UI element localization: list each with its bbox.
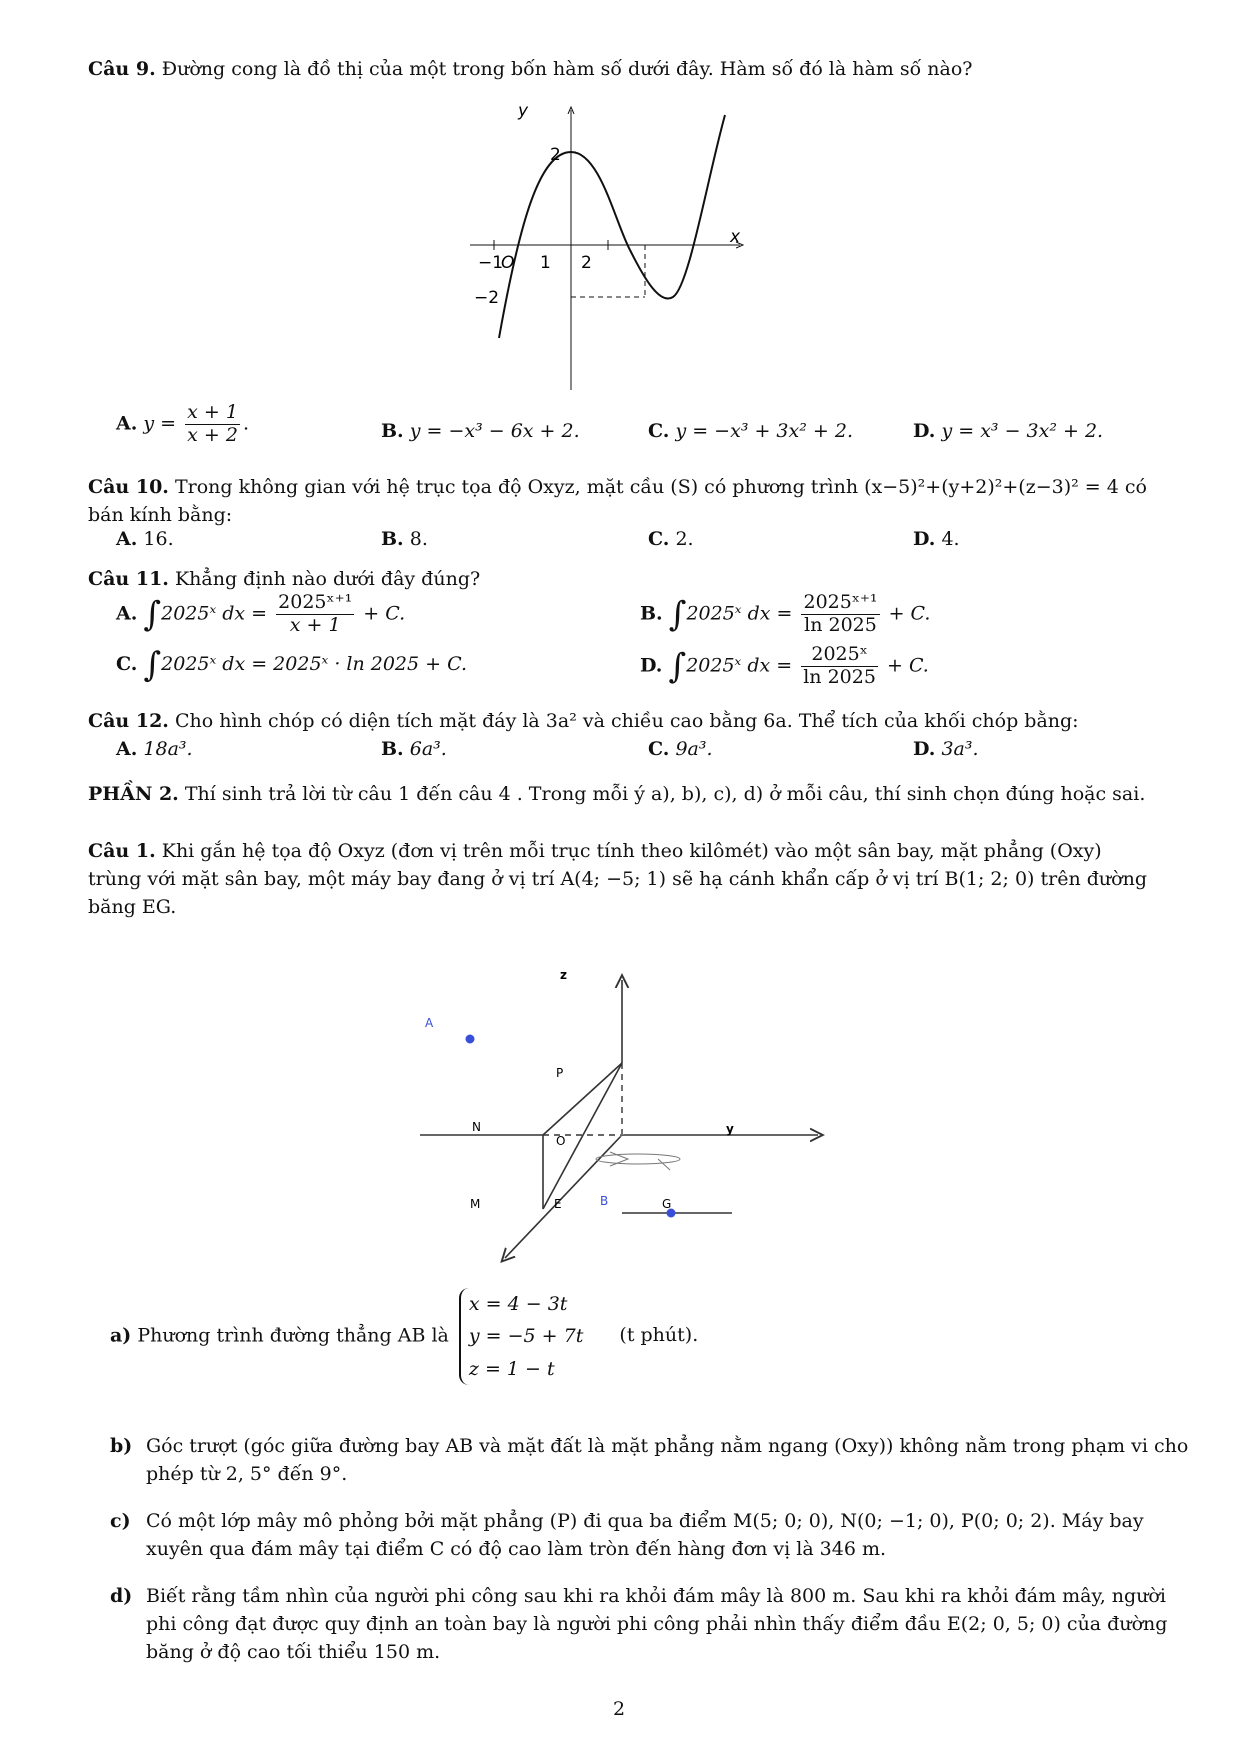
option-text: y = −x³ + 3x² + 2. — [675, 420, 853, 442]
label-B: B — [600, 1194, 609, 1208]
fraction — [801, 644, 878, 689]
denominator: x + 1 — [289, 613, 341, 636]
fraction — [801, 592, 879, 637]
tick-x-neg1: −1 — [478, 253, 504, 273]
tick-y-neg2: −2 — [474, 288, 500, 308]
part2-question-1 — [88, 837, 1153, 921]
numerator: 2025ˣ⁺¹ — [278, 591, 353, 613]
label-E: E — [554, 1197, 562, 1211]
part-2-header — [88, 780, 1153, 808]
tick-x-1: 1 — [540, 253, 551, 273]
denominator: ln 2025 — [804, 613, 877, 636]
question-12 — [88, 710, 1079, 732]
option-lhs: 2025ˣ dx = — [161, 602, 268, 625]
option-text: y = −x³ − 6x + 2. — [409, 420, 580, 442]
part-instructions: Thí sinh trả lời từ câu 1 đến câu 4 . Trong mỗi ý a), b), c), d) ở mỗi câu, thí sinh chọn đúng hoặc sai. — [184, 783, 1146, 805]
option-text: 8. — [409, 528, 428, 550]
statement-label: b) — [110, 1435, 133, 1457]
question-10 — [88, 473, 1153, 529]
option-c: C. ∫2025ˣ dx = 2025ˣ · ln 2025 + C. — [116, 645, 468, 685]
label-M: M — [470, 1197, 481, 1211]
curve — [499, 115, 725, 338]
option-b: B. y = −x³ − 6x + 2. — [381, 420, 580, 442]
fraction — [276, 592, 354, 637]
option-lhs: y = — [143, 412, 177, 435]
x-axis-label: x — [730, 227, 741, 247]
denominator: ln 2025 — [803, 665, 876, 688]
tick-y-2: 2 — [550, 145, 561, 165]
statement-b — [110, 1432, 1191, 1488]
question-label: Câu 12. — [88, 710, 169, 732]
page-number: 2 — [613, 1698, 626, 1720]
option-b: B. ∫2025ˣ dx = $\frac{\text{2025ˣ⁺¹}}{\ln 2025}$ + C. — [640, 591, 931, 636]
question-11 — [88, 568, 480, 590]
statement-text: Biết rằng tầm nhìn của người phi công sau khi ra khỏi đám mây là 800 m. Sau khi ra khỏi đám mây, người phi công đạt được quy định an toàn bay là người phi công phải nhìn thấy điểm đầu E(2; 0, 5; 0) của đường băng ở độ cao tối thiểu 150 m. — [146, 1585, 1168, 1663]
option-lhs: 2025ˣ dx = — [686, 654, 793, 677]
label-A: A — [425, 1016, 434, 1030]
statement-label: c) — [110, 1510, 131, 1532]
equation-x: x = 4 − 3t — [468, 1293, 568, 1315]
point-A — [466, 1035, 475, 1044]
option-text: 2. — [675, 528, 694, 550]
option-lhs: 2025ˣ dx = — [686, 602, 793, 625]
question-label: Câu 10. — [88, 476, 169, 498]
option-b: B. 8. — [381, 528, 428, 550]
denominator: x + 2 — [187, 423, 238, 446]
option-text: 18a³. — [143, 738, 193, 760]
question-text: Trong không gian với hệ trục tọa độ Oxyz, mặt cầu (S) có phương trình (x−5)²+(y+2)²+(z−3)² = 4 có bán kính bằng: — [88, 476, 1147, 526]
option-d: D. y = x³ − 3x² + 2. — [913, 420, 1104, 442]
function-graph — [470, 100, 770, 400]
statement-text: Góc trượt (góc giữa đường bay AB và mặt đất là mặt phẳng nằm ngang (Oxy)) không nằm trong phạm vi cho phép từ 2, 5° đến 9°. — [146, 1435, 1189, 1485]
question-9 — [88, 58, 972, 80]
integral-sign: ∫ — [668, 594, 687, 635]
airport-3d-figure — [400, 965, 840, 1265]
option-a — [116, 402, 249, 447]
fraction — [185, 402, 240, 447]
option-b: B. 6a³. — [381, 738, 447, 760]
question-text: Khi gắn hệ tọa độ Oxyz (đơn vị trên mỗi trục tính theo kilômét) vào một sân bay, mặt phẳng (Oxy) trùng với mặt sân bay, một máy bay đang ở vị trí A(4; −5; 1) sẽ hạ cánh khẩn cấp ở vị trí B(1; 2; 0) trên đường băng EG. — [88, 840, 1147, 918]
statement-d — [110, 1582, 1191, 1666]
statement-text: Có một lớp mây mô phỏng bởi mặt phẳng (P) đi qua ba điểm M(5; 0; 0), N(0; −1; 0), P(0; 0; 2). Máy bay xuyên qua đám mây tại điểm C có độ cao làm tròn đến hàng đơn vị là 346 m. — [146, 1510, 1144, 1560]
label-P: P — [556, 1066, 564, 1080]
label-O: O — [556, 1134, 566, 1148]
option-tail: + C. — [363, 602, 406, 625]
statement-text: Phương trình đường thẳng AB là — [137, 1324, 449, 1347]
option-text: 9a³. — [675, 738, 713, 760]
statement-label: d) — [110, 1585, 133, 1607]
question-label: Câu 9. — [88, 58, 156, 80]
numerator: 2025ˣ — [811, 643, 868, 665]
numerator: 2025ˣ⁺¹ — [803, 591, 878, 613]
option-label: A. — [116, 412, 138, 435]
z-axis-label: z — [560, 968, 567, 982]
equation-system — [459, 1288, 583, 1385]
option-d: D. 3a³. — [913, 738, 979, 760]
integral-sign: ∫ — [143, 645, 162, 685]
y-axis-label: y — [518, 101, 529, 121]
option-text: 4. — [941, 528, 960, 550]
tick-x-2: 2 — [581, 253, 592, 273]
airplane-icon — [596, 1152, 680, 1170]
segment-NP — [543, 1063, 622, 1135]
question-text: Khẳng định nào dưới đây đúng? — [174, 568, 481, 590]
option-tail: + C. — [888, 602, 931, 625]
label-N: N — [472, 1120, 481, 1134]
option-text: 16. — [143, 528, 174, 550]
option-d: D. ∫2025ˣ dx = $\frac{\text{2025ˣ}}{\ln 2025}$ + C. — [640, 643, 929, 688]
option-c: C. 2. — [648, 528, 694, 550]
option-tail: + C. — [886, 654, 929, 677]
equation-y: y = −5 + 7t — [468, 1325, 584, 1348]
option-text: 2025ˣ dx = 2025ˣ · ln 2025 + C. — [161, 653, 468, 675]
question-label: Câu 11. — [88, 568, 169, 590]
option-text: 6a³. — [409, 738, 447, 760]
part-label: PHẦN 2. — [88, 783, 179, 805]
y-axis-label: y — [726, 1122, 734, 1136]
question-label: Câu 1. — [88, 840, 156, 862]
statement-c — [110, 1507, 1191, 1563]
option-a: A. 18a³. — [116, 738, 193, 760]
label-G: G — [662, 1197, 672, 1211]
question-text: Cho hình chóp có diện tích mặt đáy là 3a² và chiều cao bằng 6a. Thể tích của khối chóp bằng: — [174, 710, 1079, 732]
option-d: D. 4. — [913, 528, 960, 550]
option-text: 3a³. — [941, 738, 979, 760]
equation-z: z = 1 − t — [468, 1357, 555, 1380]
question-text: Đường cong là đồ thị của một trong bốn hàm số dưới đây. Hàm số đó là hàm số nào? — [161, 58, 973, 80]
statement-a — [110, 1288, 698, 1385]
option-text: y = x³ − 3x² + 2. — [941, 420, 1104, 442]
option-c: C. 9a³. — [648, 738, 713, 760]
statement-note: (t phút). — [619, 1324, 699, 1347]
option-c: C. y = −x³ + 3x² + 2. — [648, 420, 853, 442]
origin-label: O — [501, 253, 515, 273]
option-tail: . — [242, 412, 250, 435]
statement-label: a) — [110, 1324, 132, 1347]
integral-sign: ∫ — [668, 646, 687, 687]
integral-sign: ∫ — [143, 594, 162, 635]
option-a: A. 16. — [116, 528, 174, 550]
option-a: A. ∫2025ˣ dx = $\frac{\text{2025ˣ⁺¹}}{x + 1}$ + C. — [116, 591, 406, 636]
numerator: x + 1 — [187, 401, 238, 423]
